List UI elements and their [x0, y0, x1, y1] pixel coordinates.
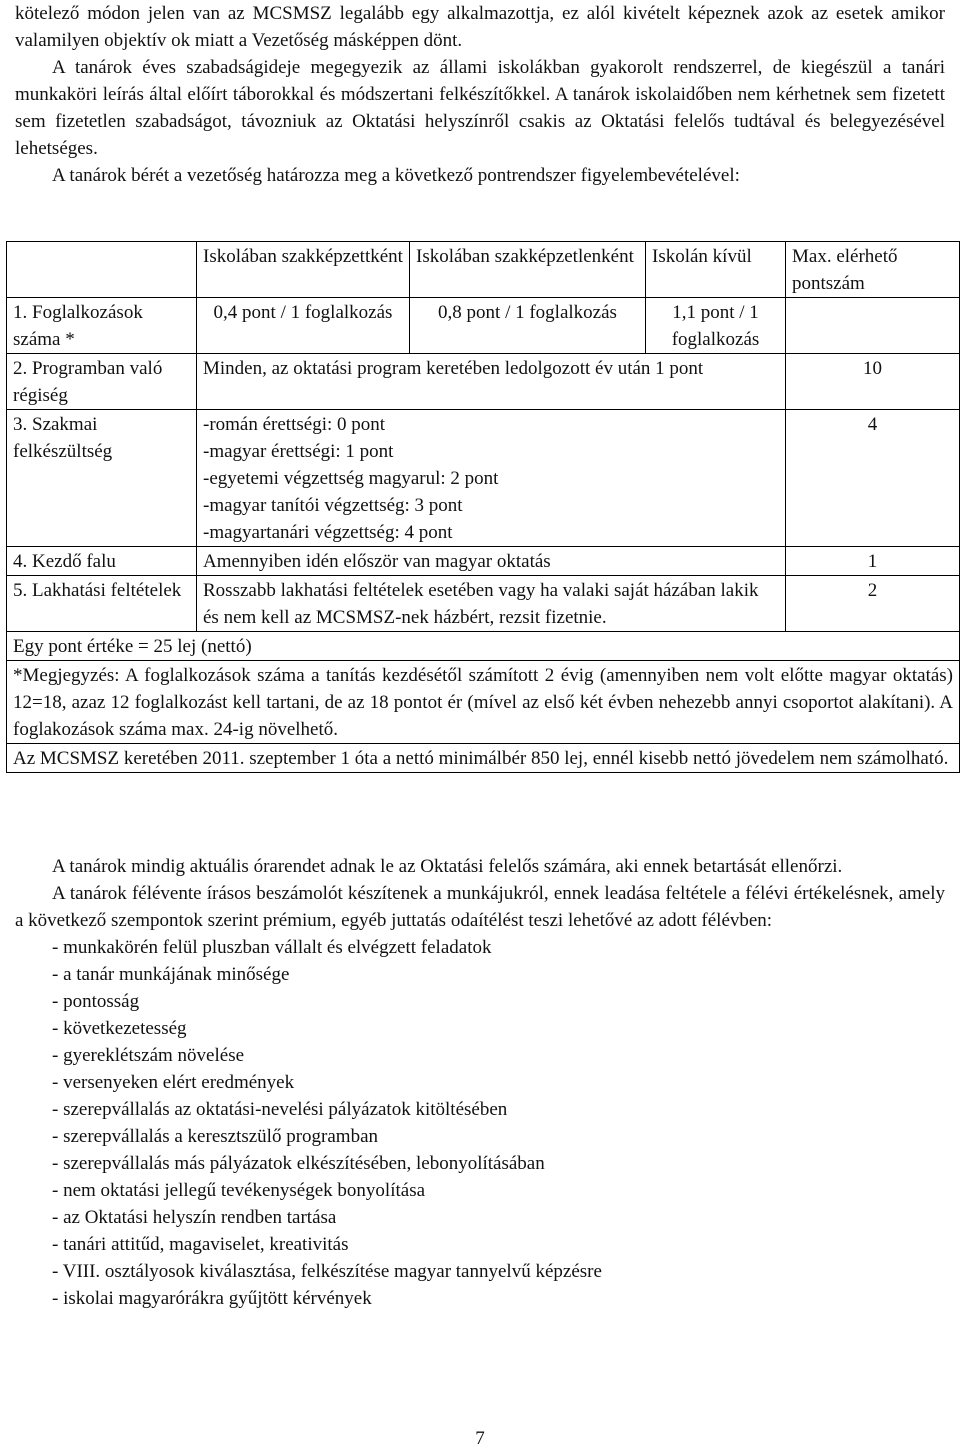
list-item: - szerepvállalás az oktatási-nevelési pályázatok kitöltésében	[52, 1099, 508, 1120]
header-col-untrained: Iskolában szakképzetlenként	[410, 242, 646, 298]
table-row	[7, 354, 960, 410]
list-item: - következetesség	[52, 1018, 187, 1039]
list-item: - a tanár munkájának minősége	[52, 964, 290, 985]
intro-paragraph-1: kötelező módon jelen van az MCSMSZ legalább egy alkalmazottja, ez alól kivételt képeznek azok az esetek amikor valamilyen objektív ok miatt a Vezetőség másképpen dönt.	[15, 3, 945, 51]
table-row	[7, 576, 960, 632]
qualification-item: -magyar tanítói végzettség: 3 pont	[203, 495, 463, 516]
list-item: - iskolai magyarórákra gyűjtött kérvények	[52, 1288, 372, 1309]
footnote-cell: *Megjegyzés: A foglalkozások száma a tanítás kezdésétől számított 2 évig (amennyiben nem volt előtte magyar oktatás) 12=18, azaz 12 foglalkozást kell tartani, de az 18 pontot ér (mível az első két évben nehezebb annyi csoportot alakítani). A foglakozások száma max. 24-ig növelhető.	[7, 661, 960, 744]
table-header-row	[7, 242, 960, 298]
outro-paragraph-2: A tanárok félévente írásos beszámolót készítenek a munkájukról, ennek leadása feltétele a félévi értékelésnek, amely a következő szempontok szerint prémium, egyéb juttatás odaítélést teszi lehetővé az adott félévben:	[15, 883, 945, 931]
outro-section	[15, 853, 945, 1312]
salary-points-table	[6, 241, 960, 773]
qualification-item: -egyetemi végzettség magyarul: 2 pont	[203, 468, 499, 489]
table-row	[7, 744, 960, 773]
outro-paragraph-1: A tanárok mindig aktuális órarendet adnak le az Oktatási felelős számára, aki ennek betartását ellenőrzi.	[52, 856, 843, 877]
row1-max	[786, 298, 960, 354]
list-item: - gyereklétszám növelése	[52, 1045, 245, 1066]
list-item: - tanári attitűd, magaviselet, kreativitás	[52, 1234, 349, 1255]
row4-max: 1	[786, 547, 960, 576]
row5-max: 2	[786, 576, 960, 632]
table-row	[7, 661, 960, 744]
row1-outside-value: 1,1 pont / 1 foglalkozás	[646, 298, 786, 354]
qualification-item: -román érettségi: 0 pont	[203, 414, 386, 435]
table-row	[7, 410, 960, 547]
table-row	[7, 547, 960, 576]
row2-label: 2. Programban való régiség	[7, 354, 197, 410]
intro-section	[15, 0, 945, 189]
row3-label: 3. Szakmai felkészültség	[7, 410, 197, 547]
qualification-item: -magyar érettségi: 1 pont	[203, 441, 394, 462]
table-row	[7, 632, 960, 661]
list-item: - pontosság	[52, 991, 140, 1012]
row2-max: 10	[786, 354, 960, 410]
header-col-outside: Iskolán kívül	[646, 242, 786, 298]
row1-label: 1. Foglalkozások száma *	[7, 298, 197, 354]
row1-trained-value: 0,4 pont / 1 foglalkozás	[197, 298, 410, 354]
header-col-max: Max. elérhető pontszám	[786, 242, 960, 298]
list-item: - VIII. osztályosok kiválasztása, felkészítése magyar tannyelvű képzésre	[52, 1261, 602, 1282]
list-item: - szerepvállalás a keresztszülő programban	[52, 1126, 379, 1147]
qualification-item: -magyartanári végzettség: 4 pont	[203, 522, 453, 543]
header-col-trained: Iskolában szakképzettként	[197, 242, 410, 298]
table-row	[7, 298, 960, 354]
intro-paragraph-3: A tanárok bérét a vezetőség határozza meg a következő pontrendszer figyelembevételével:	[52, 165, 740, 186]
row4-label: 4. Kezdő falu	[7, 547, 197, 576]
row3-description	[197, 410, 786, 547]
list-item: - munkakörén felül pluszban vállalt és elvégzett feladatok	[52, 937, 492, 958]
row4-description: Amennyiben idén először van magyar oktatás	[197, 547, 786, 576]
min-wage-cell: Az MCSMSZ keretében 2011. szeptember 1 óta a nettó minimálbér 850 lej, ennél kisebb nettó jövedelem nem számolható.	[7, 744, 960, 773]
row3-max: 4	[786, 410, 960, 547]
list-item: - versenyeken elért eredmények	[52, 1072, 295, 1093]
row5-description: Rosszabb lakhatási feltételek esetében vagy ha valaki saját házában lakik és nem kell az MCSMSZ-nek házbért, rezsit fizetnie.	[197, 576, 786, 632]
intro-paragraph-2: A tanárok éves szabadságideje megegyezik az állami iskolákban gyakorolt rendszerrel, de kiegészül a tanári munkaköri leírás által előírt táborokkal és módszertani felkészítőkkel. A tanárok iskolaidőben nem kérhetnek sem fizetett sem fizetetlen szabadságot, távozniuk az Oktatási helyszínről csakis az Oktatási felelős tudtával és belegyezésével lehetséges.	[15, 57, 945, 159]
list-item: - szerepvállalás más pályázatok elkészítésében, lebonyolításában	[52, 1153, 545, 1174]
page-number: 7	[475, 1428, 485, 1449]
list-item: - az Oktatási helyszín rendben tartása	[52, 1207, 337, 1228]
evaluation-criteria-list	[15, 934, 945, 1312]
row1-untrained-value: 0,8 pont / 1 foglalkozás	[410, 298, 646, 354]
row2-description: Minden, az oktatási program keretében ledolgozott év után 1 pont	[197, 354, 786, 410]
header-empty-cell	[7, 242, 197, 298]
row5-label: 5. Lakhatási feltételek	[7, 576, 197, 632]
point-value-cell: Egy pont értéke = 25 lej (nettó)	[7, 632, 960, 661]
list-item: - nem oktatási jellegű tevékenységek bonyolítása	[52, 1180, 426, 1201]
